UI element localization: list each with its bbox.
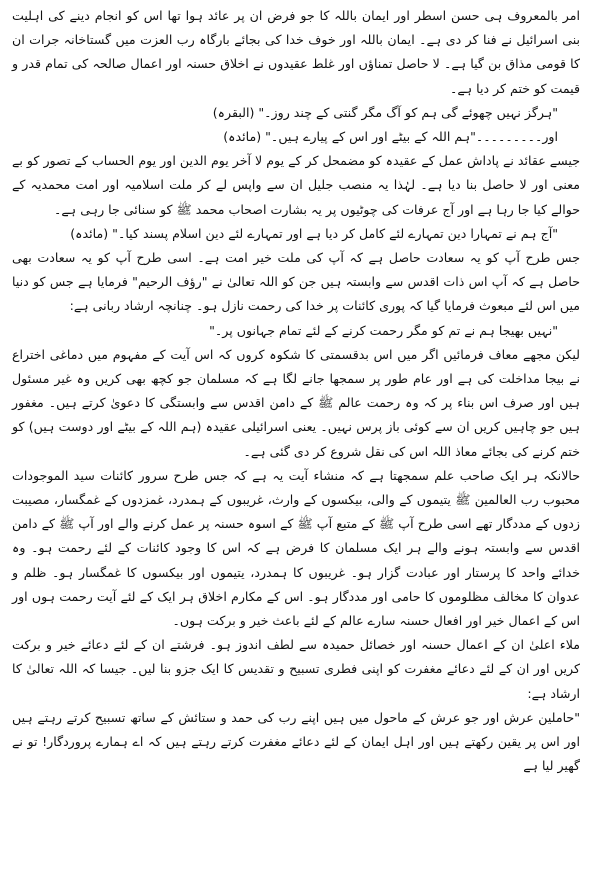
paragraph-7: "حاملین عرش اور جو عرش کے ماحول میں ہیں اپنے رب کی حمد و ستائش کے ساتھ تسبیح کرتے رہتے ہیں اور اس پر یقین رکھتے ہیں اور اہل ایمان کے لئے دعائے مغفرت کرتے رہتے ہیں کہ اے ہمارے پروردگار! تو نے گھیر لیا ہے [12,709,580,774]
quote-rahmat: "نہیں بھیجا ہم نے تم کو مگر رحمت کرنے کے لئے تمام جہانوں پر۔" [209,322,558,338]
paragraph-3: جس طرح آپ کو یہ سعادت حاصل ہے کہ آپ کی ملت خیر امت ہے۔ اسی طرح آپ کو یہ سعادت بھی حاصل ہے کہ آپ اس ذات اقدس سے وابستہ ہیں جن کو اللہ تعالیٰ نے "رؤف الرحیم" فرمایا ہے جس کو دنیا میں اس لئے مبعوث فرمایا گیا کہ پوری کائنات پر خدا کی رحمت نازل ہو۔ چنانچہ ارشاد ربانی ہے: [12,250,580,314]
paragraph-6: ملاء اعلیٰ ان کے اعمال حسنہ اور خصائل حمیدہ سے لطف اندوز ہو۔ فرشتے ان کے لئے دعائے خیر و برکت کریں اور ان کے لئے دعائے مغفرت کو اپنی فطری تسبیح و تقدیس کا ایک جزو بنا لیں۔ جیسا کہ اللہ تعالیٰ کا ارشاد ہے: [12,637,580,701]
paragraph-4: لیکن مجھے معاف فرمائیں اگر میں اس بدقسمتی کا شکوہ کروں کہ اس آیت کے مفہوم میں دماغی اختراع نے بیجا مداخلت کی ہے اور عام طور پر سمجھا جانے لگا ہے کہ مسلمان جو کچھ بھی کریں وہ غیر مسئول ہیں اور صرف اس بناء پر کہ وہ رحمت عالم ﷺ کے دامن اقدس سے وابستگی کا دعویٰ کرتے ہیں۔ مغفور ہیں جو چاہیں کریں ان سے کوئی باز پرس نہیں۔ یعنی اسرائیلی عقیدہ (ہم اللہ کے بیٹے اور دوست ہیں) کو ختم کرنے کی بجائے معاذ اللہ اس کی نقل شروع کر دی گئی ہے۔ [12,346,580,459]
quote-baqarah: "ہرگز نہیں چھوئے گی ہم کو آگ مگر گنتی کے چند روز۔" (البقرہ) [212,104,558,120]
quote-maidah-2: "آج ہم نے تمہارا دین تمہارے لئے کامل کر دیا ہے اور تمہارے لئے دین اسلام پسند کیا۔" (مائدہ) [70,225,558,241]
paragraph-2: جیسے عقائد نے پاداش عمل کے عقیدہ کو مضمحل کر کے یوم لا آخر یوم الدین اور یوم الحساب کے تصور کو بے معنی اور لا حاصل بنا دیا ہے۔ لہٰذا یہ منصب جلیل ان سے واپس لے کر ملت اسلامیہ اور امت محمدیہ کے حوالے کیا جا رہا ہے اور آج عرفات کی چوٹیوں پر یہ بشارت اصحاب محمد ﷺ کو سنائی جا رہی ہے۔ [12,153,580,217]
paragraph-1: امر بالمعروف ہی حسن اسطر اور ایمان باللہ کا جو فرض ان پر عائد ہوا تھا اس کو انجام دینے کی اہلیت بنی اسرائیل نے فنا کر دی ہے۔ ایمان باللہ اور خوف خدا کی بجائے بارگاہ رب العزت میں گستاخانہ جرات ان کا قومی مذاق بن گیا ہے۔ لا حاصل تمناؤں اور غلط عقیدوں نے اخلاق حسنہ اور اعمال صالحہ کی تمام قدر و قیمت کو ختم کر دیا ہے۔ [12,8,580,96]
quote-maidah-1: اور۔۔۔۔۔۔۔۔۔"ہم اللہ کے بیٹے اور اس کے پیارے ہیں۔" (مائدہ) [223,129,558,145]
paragraph-5: حالانکہ ہر ایک صاحب علم سمجھتا ہے کہ منشاء آیت یہ ہے کہ جس طرح سرور کائنات سید الموجودات محبوب رب العالمین ﷺ یتیموں کے والی، بیکسوں کے وارث، غریبوں کے ہمدرد، غمزدوں کے غمگسار، مصیبت زدوں کے مددگار تھے اسی طرح آپ ﷺ کے متبع آپ ﷺ کے اسوہ حسنہ پر عمل کرنے والے اور آپ ﷺ کے دامن اقدس سے وابستہ ہونے والے ہر ایک مسلمان کا فرض ہے کہ اس کا وجود کائنات کے لئے رحمت ہو۔ وہ خدائے واحد کا پرستار اور عبادت گزار ہو۔ غریبوں کا ہمدرد، یتیموں اور بیکسوں کا غمگسار ہو۔ ظلم و عدوان کا مخالف مظلوموں کا حامی اور مددگار ہو۔ اس کے مکارم اخلاق ہر ایک کے لئے آیت رحمت ہوں اور اس کے اعمال خیر اور افعال حسنہ سارے عالم کے لئے باعث خیر و برکت ہوں۔ [12,467,580,629]
